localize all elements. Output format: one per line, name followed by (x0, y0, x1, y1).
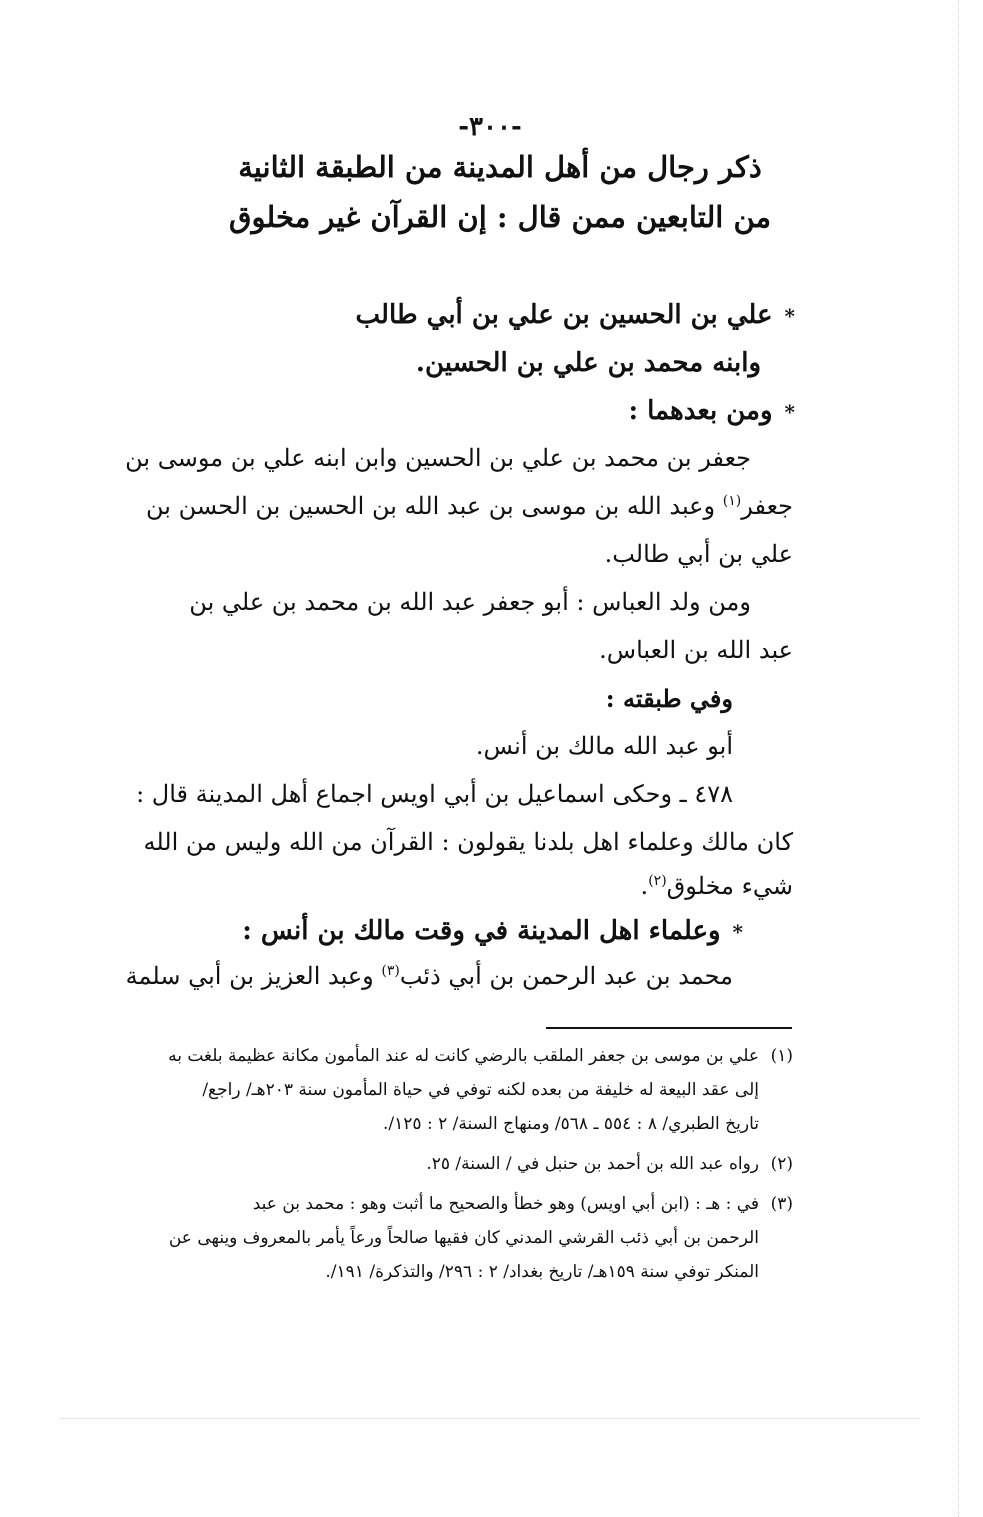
section-heading-line-1: ذكر رجال من أهل المدينة من الطبقة الثانية (238, 150, 762, 184)
footnote-2-line-1 (426, 1154, 793, 1174)
footnote-3-line-2: الرحمن بن أبي ذئب القرشي المدني كان فقيها صالحاً ورعاً يأمر بالمعروف وينهى عن (168, 1228, 759, 1248)
bullet-3-text: وعلماء اهل المدينة في وقت مالك بن أنس : (242, 916, 721, 946)
footnote-3-number: (٣) (770, 1194, 793, 1214)
footnote-1-line-2: إلى عقد البيعة له خليفة من بعده لكنه توفي في حياة المأمون سنة ٢٠٣هـ/ راجع/ (202, 1080, 759, 1100)
para-2-line-2: عبد الله بن العباس. (599, 636, 793, 664)
footnote-3-line-1 (253, 1194, 793, 1214)
para-1-text-a: جعفر (741, 492, 793, 520)
para-1-line-1: جعفر بن محمد بن علي بن الحسين وابن ابنه علي بن موسى بن (125, 444, 751, 472)
bullet-star: * (784, 400, 795, 424)
footnote-divider (546, 1027, 792, 1029)
bullet-2-text: ومن بعدهما : (628, 396, 773, 426)
footnote-2-text: رواه عبد الله بن أحمد بن حنبل في / السنة/ ٢٥. (426, 1154, 759, 1174)
para-1-text-b: وعبد الله بن موسى بن عبد الله بن الحسين بن الحسن بن (146, 492, 716, 520)
para-4-line-3 (641, 872, 793, 900)
para-1-line-3: علي بن أبي طالب. (604, 540, 793, 568)
footnote-ref-1[interactable]: (١) (722, 493, 742, 509)
footnote-1-line-3: تاريخ الطبري/ ٨ : ٥٥٤ ـ ٥٦٨/ ومنهاج السنة/ ٢ : ١٢٥/. (383, 1114, 759, 1134)
footnote-1-number: (١) (770, 1046, 793, 1066)
footnote-2-number: (٢) (770, 1154, 793, 1174)
footnote-1-text: علي بن موسى بن جعفر الملقب بالرضي كانت له عند المأمون مكانة عظيمة بلغت به (168, 1046, 759, 1066)
bullet-1-line-2: وابنه محمد بن علي بن الحسين. (415, 348, 761, 378)
footnote-ref-3[interactable]: (٣) (381, 963, 400, 979)
bullet-item-3 (242, 916, 743, 946)
para-2-line-1: ومن ولد العباس : أبو جعفر عبد الله بن محمد بن علي بن (189, 588, 751, 616)
para-5-line-1 (126, 962, 733, 990)
footnote-3-text: في : هـ : (ابن أبي اويس) وهو خطأ والصحيح ما أثبت وهو : محمد بن عبد (252, 1194, 759, 1214)
bullet-item-2 (628, 396, 795, 426)
para-4-text-a: شيء مخلوق (666, 872, 793, 900)
bullet-star: * (732, 920, 743, 944)
para-4-line-1: ٤٧٨ ـ وحكى اسماعيل بن أبي اويس اجماع أهل المدينة قال : (136, 780, 733, 808)
para-3-line-2: أبو عبد الله مالك بن أنس. (475, 732, 733, 760)
para-4-text-b: . (640, 872, 649, 900)
bullet-item-1 (356, 300, 795, 330)
para-4-line-2: كان مالك وعلماء اهل بلدنا يقولون : القرآن من الله وليس من الله (143, 828, 793, 856)
bullet-star: * (784, 304, 795, 328)
footnote-1-line-1 (168, 1046, 793, 1066)
para-3-line-1: وفي طبقته : (605, 684, 733, 713)
footnote-3-line-3: المنكر توفي سنة ١٥٩هـ/ تاريخ بغداد/ ٢ : ٢٩٦/ والتذكرة/ ١٩١/. (325, 1262, 759, 1282)
para-1-line-2 (146, 492, 793, 520)
section-heading-line-2: من التابعين ممن قال : إن القرآن غير مخلوق (228, 200, 772, 234)
scan-bottom-line (60, 1418, 920, 1419)
para-5-text-a: محمد بن عبد الرحمن بن أبي ذئب (399, 962, 733, 990)
bullet-1-line-1: علي بن الحسين بن علي بن أبي طالب (355, 300, 773, 330)
page-edge-line (958, 0, 959, 1517)
footnote-ref-2[interactable]: (٢) (648, 873, 667, 889)
para-5-text-b: وعبد العزيز بن أبي سلمة (125, 962, 374, 990)
page-number: -٣٠٠- (458, 112, 522, 142)
